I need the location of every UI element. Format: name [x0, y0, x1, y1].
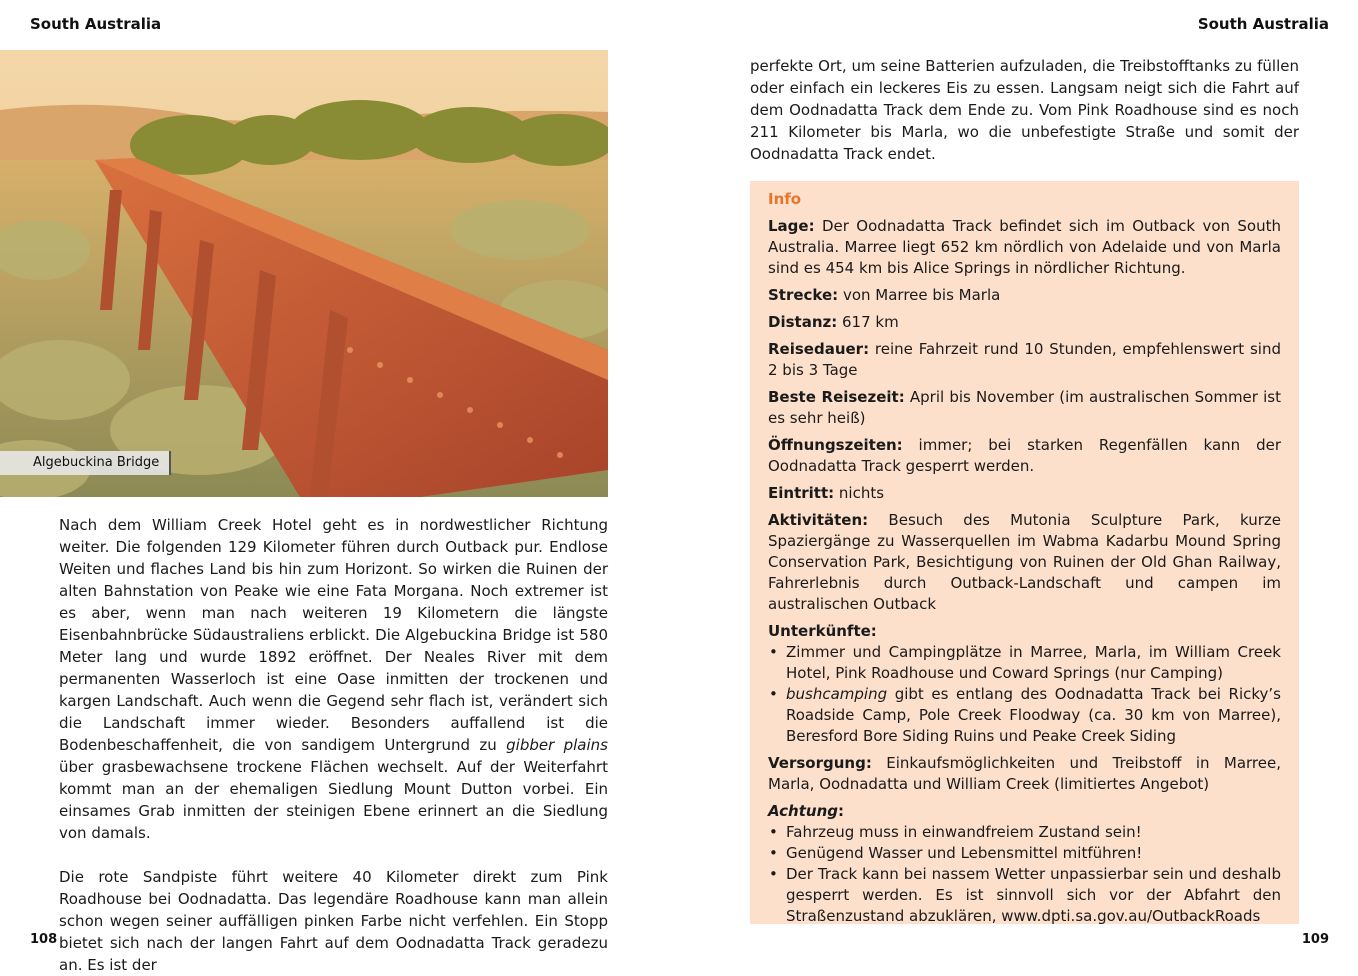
info-achtung-label: Achtung	[768, 802, 838, 820]
paragraph-1-part-b: über grasbewachsene trockene Flächen wechselt. Auf der Weiterfahrt kommt man an der ehemaligen Siedlung Mount Dutton vorbei. Ein einsames Grab inmitten der steinigen Ebene erinnert an die Siedlung von damals.	[59, 758, 608, 842]
running-header-left: South Australia	[30, 15, 162, 33]
continuation-paragraph: perfekte Ort, um seine Batterien aufzuladen, die Treibstofftanks zu füllen oder einfach ein leckeres Eis zu essen. Langsam neigt sich die Fahrt auf dem Oodnadatta Track dem Ende zu. Vom Pink Roadhouse sind es noch 211 Kilometer bis Marla, wo die unbefestigte Straße und somit der Oodnadatta Track endet.	[750, 57, 1299, 163]
info-title: Info	[768, 190, 802, 208]
list-item: • Der Track kann bei nassem Wetter unpassierbar sein und deshalb gesperrt werden. Es ist sinnvoll sich vor der Abfahrt den Straßenzustand abzuklären, www.dpti.sa.gov.au/OutbackRoads	[768, 864, 1281, 927]
info-lage-label: Lage:	[768, 217, 815, 235]
left-body-text	[59, 514, 608, 976]
info-reisedauer-text: reine Fahrzeit rund 10 Stunden, empfehlenswert sind 2 bis 3 Tage	[768, 340, 1281, 379]
list-item: • Fahrzeug muss in einwandfreiem Zustand sein!	[768, 822, 1281, 843]
info-strecke	[768, 285, 1281, 306]
photo-caption: Algebuckina Bridge	[0, 451, 171, 475]
info-versorgung-label: Versorgung:	[768, 754, 872, 772]
info-achtung-colon: :	[837, 802, 844, 820]
bushcamping-emphasis: bushcamping	[786, 685, 888, 703]
info-achtung	[768, 801, 1281, 822]
info-eintritt-text: nichts	[834, 484, 885, 502]
paragraph-1-part-a: Nach dem William Creek Hotel geht es in nordwestlicher Richtung weiter. Die folgenden 129 Kilometer führen durch Outback pur. Endlose Weiten und flaches Land bis hin zum Horizont. So wirken die Ruinen der alten Bahnstation von Peake wie eine Fata Morgana. Noch extremer ist es aber, wenn man nach weiteren 19 Kilometern die längste Eisenbahnbrücke Südaustraliens erblickt. Die Algebuckina Bridge ist 580 Meter lang und wurde 1892 eröffnet. Der Neales River mit dem permanenten Wasserloch ist eine Oase inmitten der trockenen und kargen Landschaft. Auch wenn die Gegend sehr flach ist, verändert sich die Landschaft immer wieder. Besonders auffallend ist die Bodenbeschaffenheit, die von sandigem Untergrund zu	[59, 516, 608, 754]
info-aktivitaeten-text: Besuch des Mutonia Sculpture Park, kurze Spaziergänge zu Wasserquellen im Wabma Kadarbu Mound Spring Conservation Park, Besichtigung von Ruinen der Old Ghan Railway, Fahrerlebnis durch Outback-Landschaft und campen im australischen Outback	[768, 511, 1281, 613]
info-unterkuenfte-label: Unterkünfte:	[768, 622, 877, 640]
info-reisezeit-text: April bis November (im australischen Sommer ist es sehr heiß)	[768, 388, 1281, 427]
list-item	[768, 684, 1281, 747]
info-oeffnung-text: immer; bei starken Regenfällen kann der Oodnadatta Track gesperrt werden.	[768, 436, 1281, 475]
info-distanz	[768, 312, 1281, 333]
bushcamping-text: gibt es entlang des Oodnadatta Track bei Ricky’s Roadside Camp, Pole Creek Floodway (ca. 30 km von Marree), Beresford Bore Siding Ruins und Peake Creek Siding	[786, 685, 1281, 745]
info-distanz-label: Distanz:	[768, 313, 838, 331]
info-aktivitaeten	[768, 510, 1281, 615]
right-page	[679, 0, 1358, 974]
running-header-right: South Australia	[1197, 15, 1329, 33]
left-page	[0, 0, 679, 974]
info-eintritt-label: Eintritt:	[768, 484, 835, 502]
paragraph-2: Die rote Sandpiste führt weitere 40 Kilometer direkt zum Pink Roadhouse bei Oodnadatta. Das legendäre Roadhouse kann man allein schon wegen seiner auffälligen pinken Farbe nicht verfehlen. Ein Stopp bietet sich nach der langen Fahrt auf dem Oodnadatta Track geradezu an. Es ist der	[59, 868, 608, 974]
info-versorgung-text: Einkaufsmöglichkeiten und Treibstoff in Marree, Marla, Oodnadatta und William Creek (limitiertes Angebot)	[768, 754, 1281, 793]
info-reisezeit	[768, 387, 1281, 429]
paragraph-1-emphasis: gibber plains	[506, 736, 608, 754]
info-aktivitaeten-label: Aktivitäten:	[768, 511, 869, 529]
paragraph-1	[59, 514, 608, 844]
info-eintritt	[768, 483, 1281, 504]
info-unterkuenfte	[768, 621, 1281, 642]
page-number-left: 108	[30, 932, 58, 947]
info-reisedauer	[768, 339, 1281, 381]
list-item: • Zimmer und Campingplätze in Marree, Marla, im William Creek Hotel, Pink Roadhouse und Coward Springs (nur Camping)	[768, 642, 1281, 684]
bridge-photo	[0, 50, 608, 497]
achtung-list	[768, 822, 1281, 927]
right-body-text	[750, 55, 1299, 165]
info-strecke-label: Strecke:	[768, 286, 839, 304]
info-distanz-text: 617 km	[837, 313, 899, 331]
info-strecke-text: von Marree bis Marla	[838, 286, 1001, 304]
info-reisedauer-label: Reisedauer:	[768, 340, 870, 358]
info-oeffnungszeiten	[768, 435, 1281, 477]
unterkuenfte-list	[768, 642, 1281, 747]
info-versorgung	[768, 753, 1281, 795]
info-lage-text: Der Oodnadatta Track befindet sich im Outback von South Australia. Marree liegt 652 km nördlich von Adelaide und von Marla sind es 454 km bis Alice Springs in nördlicher Richtung.	[768, 217, 1281, 277]
page-number-right: 109	[1301, 932, 1329, 947]
info-box	[750, 181, 1299, 924]
info-lage	[768, 216, 1281, 279]
info-reisezeit-label: Beste Reisezeit:	[768, 388, 905, 406]
info-oeffnung-label: Öffnungszeiten:	[768, 436, 903, 454]
list-item: • Genügend Wasser und Lebensmittel mitführen!	[768, 843, 1281, 864]
